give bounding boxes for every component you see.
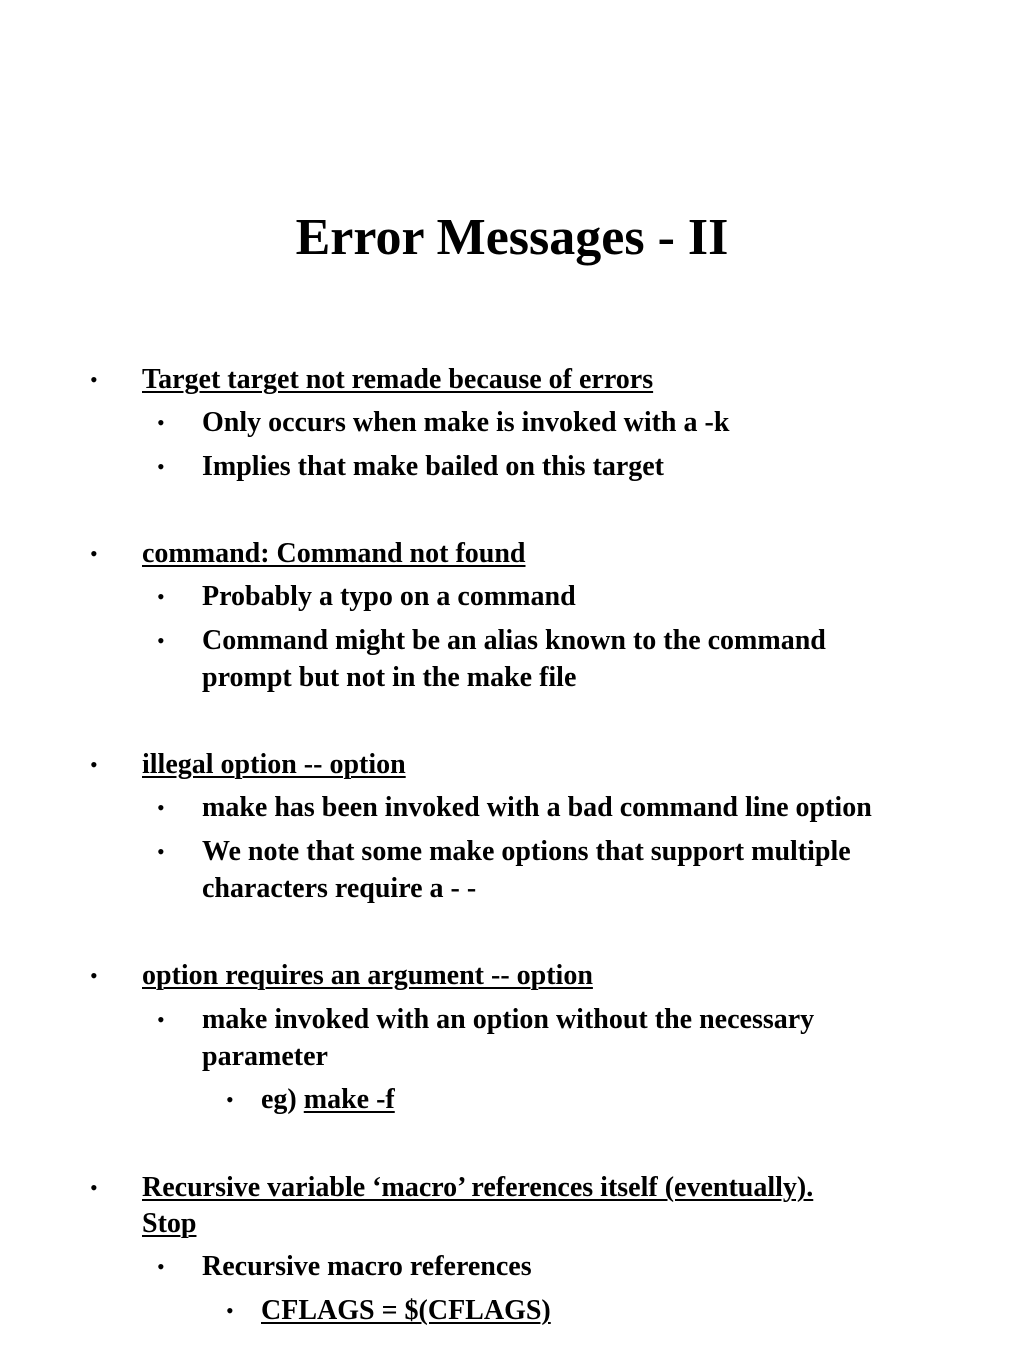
list-item-continuation: prompt but not in the make file <box>202 662 577 693</box>
example-code: CFLAGS = $(CFLAGS) <box>261 1295 551 1326</box>
bullet: • <box>226 1087 234 1112</box>
bullet: • <box>90 367 98 392</box>
list-item: make has been invoked with a bad command line option <box>202 792 872 823</box>
section-heading: Target target not remade because of errors <box>142 364 654 395</box>
list-item: Implies that make bailed on this target <box>202 451 664 482</box>
bullet: • <box>90 752 98 777</box>
example-code: make -f <box>303 1084 395 1115</box>
section-heading: option requires an argument -- option <box>142 960 593 991</box>
bullet: • <box>157 454 165 479</box>
bullet: • <box>157 839 165 864</box>
example-line <box>261 1082 395 1118</box>
list-item-continuation: characters require a - - <box>202 873 477 904</box>
section-heading-continuation: Stop <box>142 1208 197 1239</box>
bullet: • <box>157 1254 165 1279</box>
section-heading: Recursive variable ‘macro’ references itself (eventually). <box>142 1172 814 1203</box>
bullet: • <box>157 584 165 609</box>
list-item: Recursive macro references <box>202 1251 532 1282</box>
list-item-continuation: parameter <box>202 1041 328 1072</box>
list-item: Only occurs when make is invoked with a -k <box>202 407 730 438</box>
bullet: • <box>226 1298 234 1323</box>
bullet: • <box>157 1007 165 1032</box>
example-prefix: eg) <box>261 1084 297 1115</box>
slide-title: Error Messages - II <box>295 209 729 266</box>
list-item: We note that some make options that support multiple <box>202 836 851 867</box>
list-item: make invoked with an option without the necessary <box>202 1004 815 1035</box>
bullet: • <box>157 410 165 435</box>
bullet: • <box>157 795 165 820</box>
section-heading: illegal option -- option <box>142 749 406 780</box>
bullet: • <box>90 541 98 566</box>
bullet: • <box>90 1175 98 1200</box>
section-heading: command: Command not found <box>142 538 526 569</box>
bullet: • <box>90 963 98 988</box>
list-item: Probably a typo on a command <box>202 581 576 612</box>
list-item: Command might be an alias known to the command <box>202 625 826 656</box>
bullet: • <box>157 628 165 653</box>
